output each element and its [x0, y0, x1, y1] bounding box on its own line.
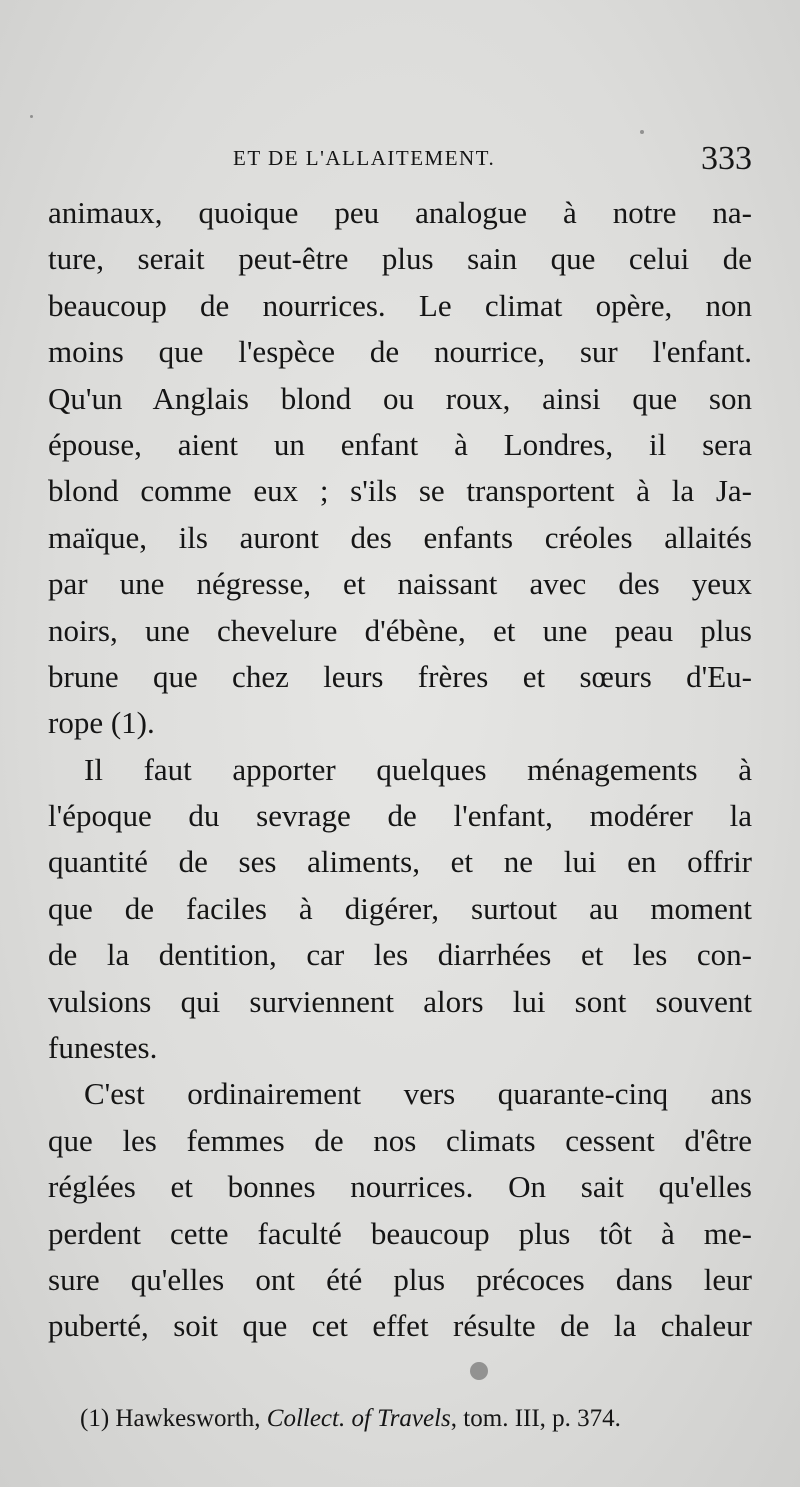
text-line: quantité de ses aliments, et ne lui en offrir: [48, 844, 752, 880]
paragraph-first-line: C'est ordinairement vers quarante-cinq ans: [84, 1076, 752, 1112]
text-line: rope (1).: [48, 705, 155, 741]
text-line: moins que l'espèce de nourrice, sur l'enfant.: [48, 334, 752, 370]
text-line: Qu'un Anglais blond ou roux, ainsi que son: [48, 380, 752, 416]
text-line: maïque, ils auront des enfants créoles allaités: [48, 519, 752, 555]
footnote: [80, 1405, 621, 1433]
paragraph-first-line: Il faut apporter quelques ménagements à: [84, 751, 752, 787]
text-line: épouse, aient un enfant à Londres, il sera: [48, 426, 752, 462]
running-head: ET DE L'ALLAITEMENT.: [233, 146, 496, 170]
text-line: l'époque du sevrage de l'enfant, modérer la: [48, 798, 752, 834]
text-line: blond comme eux ; s'ils se transportent à la Ja-: [48, 473, 752, 509]
text-line: noirs, une chevelure d'ébène, et une peau plus: [48, 612, 752, 648]
text-line: de la dentition, car les diarrhées et les con-: [48, 937, 752, 973]
text-line: puberté, soit que cet effet résulte de la chaleur: [48, 1308, 752, 1344]
ink-speck: [30, 115, 33, 118]
text-line: ture, serait peut-être plus sain que celui de: [48, 241, 752, 277]
text-line: par une négresse, et naissant avec des yeux: [48, 566, 752, 602]
text-line: vulsions qui surviennent alors lui sont souvent: [48, 983, 752, 1019]
ink-speck: [470, 1362, 488, 1380]
body-text: [48, 190, 752, 1350]
footnote-marker: (1): [80, 1405, 110, 1432]
text-line: beaucoup de nourrices. Le climat opère, non: [48, 287, 752, 323]
page-header: [48, 140, 752, 184]
text-line: que les femmes de nos climats cessent d'être: [48, 1122, 752, 1158]
ink-speck: [640, 130, 644, 134]
text-line: funestes.: [48, 1030, 158, 1066]
text-line: réglées et bonnes nourrices. On sait qu'elles: [48, 1169, 752, 1205]
text-line: animaux, quoique peu analogue à notre na-: [48, 195, 752, 230]
footnote-author: Hawkesworth,: [115, 1405, 261, 1432]
page-number: 333: [701, 140, 752, 177]
text-line: brune que chez leurs frères et sœurs d'Eu-: [48, 658, 752, 694]
footnote-title: Collect. of Travels: [266, 1405, 451, 1432]
text-line: sure qu'elles ont été plus précoces dans leur: [48, 1261, 752, 1297]
footnote-reference: , tom. III, p. 374.: [450, 1405, 621, 1432]
text-line: perdent cette faculté beaucoup plus tôt à me-: [48, 1215, 752, 1251]
text-line: que de faciles à digérer, surtout au moment: [48, 890, 752, 926]
